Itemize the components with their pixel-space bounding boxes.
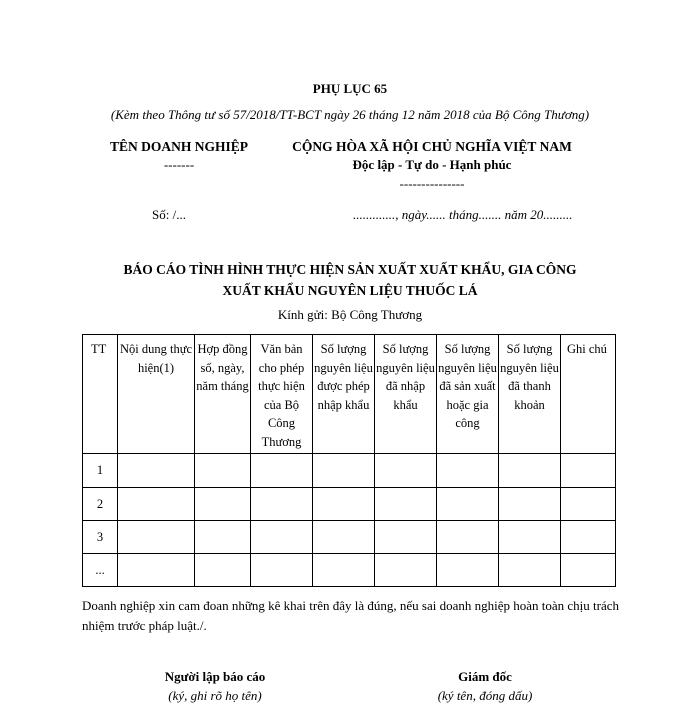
table-header-row <box>83 335 616 454</box>
appendix-subtitle: (Kèm theo Thông tư số 57/2018/TT-BCT ngày 26 tháng 12 năm 2018 của Bộ Công Thương) <box>110 107 590 122</box>
table-row <box>83 488 616 521</box>
table-cell <box>195 521 251 554</box>
table-cell <box>561 521 616 554</box>
commitment-statement: Doanh nghiệp xin cam đoan những kê khai trên đây là đúng, nếu sai doanh nghiệp hoàn toàn chịu trách nhiệm trước pháp luật./. <box>82 598 620 633</box>
table-cell <box>195 554 251 587</box>
table-cell <box>118 454 195 488</box>
table-cell <box>561 554 616 587</box>
table-cell <box>437 454 499 488</box>
table-cell <box>499 554 561 587</box>
table-cell <box>499 488 561 521</box>
table-cell <box>437 554 499 587</box>
republic-name: CỘNG HÒA XÃ HỘI CHỦ NGHĨA VIỆT NAM <box>292 139 572 154</box>
table-cell <box>313 488 375 521</box>
addressee: Kính gửi: Bộ Công Thương <box>277 307 423 322</box>
table-cell <box>251 488 313 521</box>
table-cell <box>251 454 313 488</box>
reporter-signature-title: Người lập báo cáo <box>164 669 266 684</box>
appendix-title: PHỤ LỤC 65 <box>312 81 388 96</box>
column-header-notes: Ghi chú <box>561 335 616 454</box>
company-name: TÊN DOANH NGHIỆP <box>109 139 248 154</box>
table-cell <box>195 488 251 521</box>
column-header-permit: Văn bản cho phép thực hiện của Bộ Công Thương <box>251 335 313 454</box>
date-line: ............., ngày...... tháng....... năm 20......... <box>353 207 573 222</box>
director-signature-title: Giám đốc <box>458 669 512 684</box>
report-table <box>82 334 616 587</box>
column-header-allowed-import: Số lượng nguyên liệu được phép nhập khẩu <box>313 335 375 454</box>
table-cell <box>437 521 499 554</box>
director-signature-note: (ký tên, đóng dấu) <box>437 688 533 703</box>
table-cell <box>118 554 195 587</box>
table-cell <box>251 521 313 554</box>
table-row <box>83 521 616 554</box>
table-cell: 1 <box>83 454 118 488</box>
company-divider: ------- <box>163 157 195 172</box>
table-cell <box>313 521 375 554</box>
table-cell: 3 <box>83 521 118 554</box>
table-cell <box>375 521 437 554</box>
column-header-content: Nội dung thực hiện(1) <box>118 335 195 454</box>
table-cell: 2 <box>83 488 118 521</box>
column-header-produced: Số lượng nguyên liệu đã sản xuất hoặc gia công <box>437 335 499 454</box>
report-title-line1: BÁO CÁO TÌNH HÌNH THỰC HIỆN SẢN XUẤT XUẤT KHẨU, GIA CÔNG <box>123 262 577 277</box>
table-cell <box>375 488 437 521</box>
table-cell <box>375 454 437 488</box>
motto-divider: --------------- <box>399 176 465 191</box>
table-cell <box>499 454 561 488</box>
table-cell <box>561 488 616 521</box>
table-cell: ... <box>83 554 118 587</box>
table-row <box>83 454 616 488</box>
table-cell <box>375 554 437 587</box>
table-cell <box>118 521 195 554</box>
table-cell <box>118 488 195 521</box>
table-cell <box>313 454 375 488</box>
reporter-signature-note: (ký, ghi rõ họ tên) <box>168 688 262 703</box>
column-header-liquidated: Số lượng nguyên liệu đã thanh khoản <box>499 335 561 454</box>
table-row <box>83 554 616 587</box>
table-cell <box>499 521 561 554</box>
table-cell <box>561 454 616 488</box>
table-cell <box>251 554 313 587</box>
document-number: Số: /... <box>152 207 186 222</box>
table-cell <box>437 488 499 521</box>
table-cell <box>195 454 251 488</box>
column-header-contract: Hợp đồng số, ngày, năm tháng <box>195 335 251 454</box>
column-header-tt: TT <box>83 335 118 454</box>
table-cell <box>313 554 375 587</box>
column-header-imported: Số lượng nguyên liệu đã nhập khẩu <box>375 335 437 454</box>
national-motto: Độc lập - Tự do - Hạnh phúc <box>352 157 512 172</box>
report-title-line2: XUẤT KHẨU NGUYÊN LIỆU THUỐC LÁ <box>222 283 478 298</box>
